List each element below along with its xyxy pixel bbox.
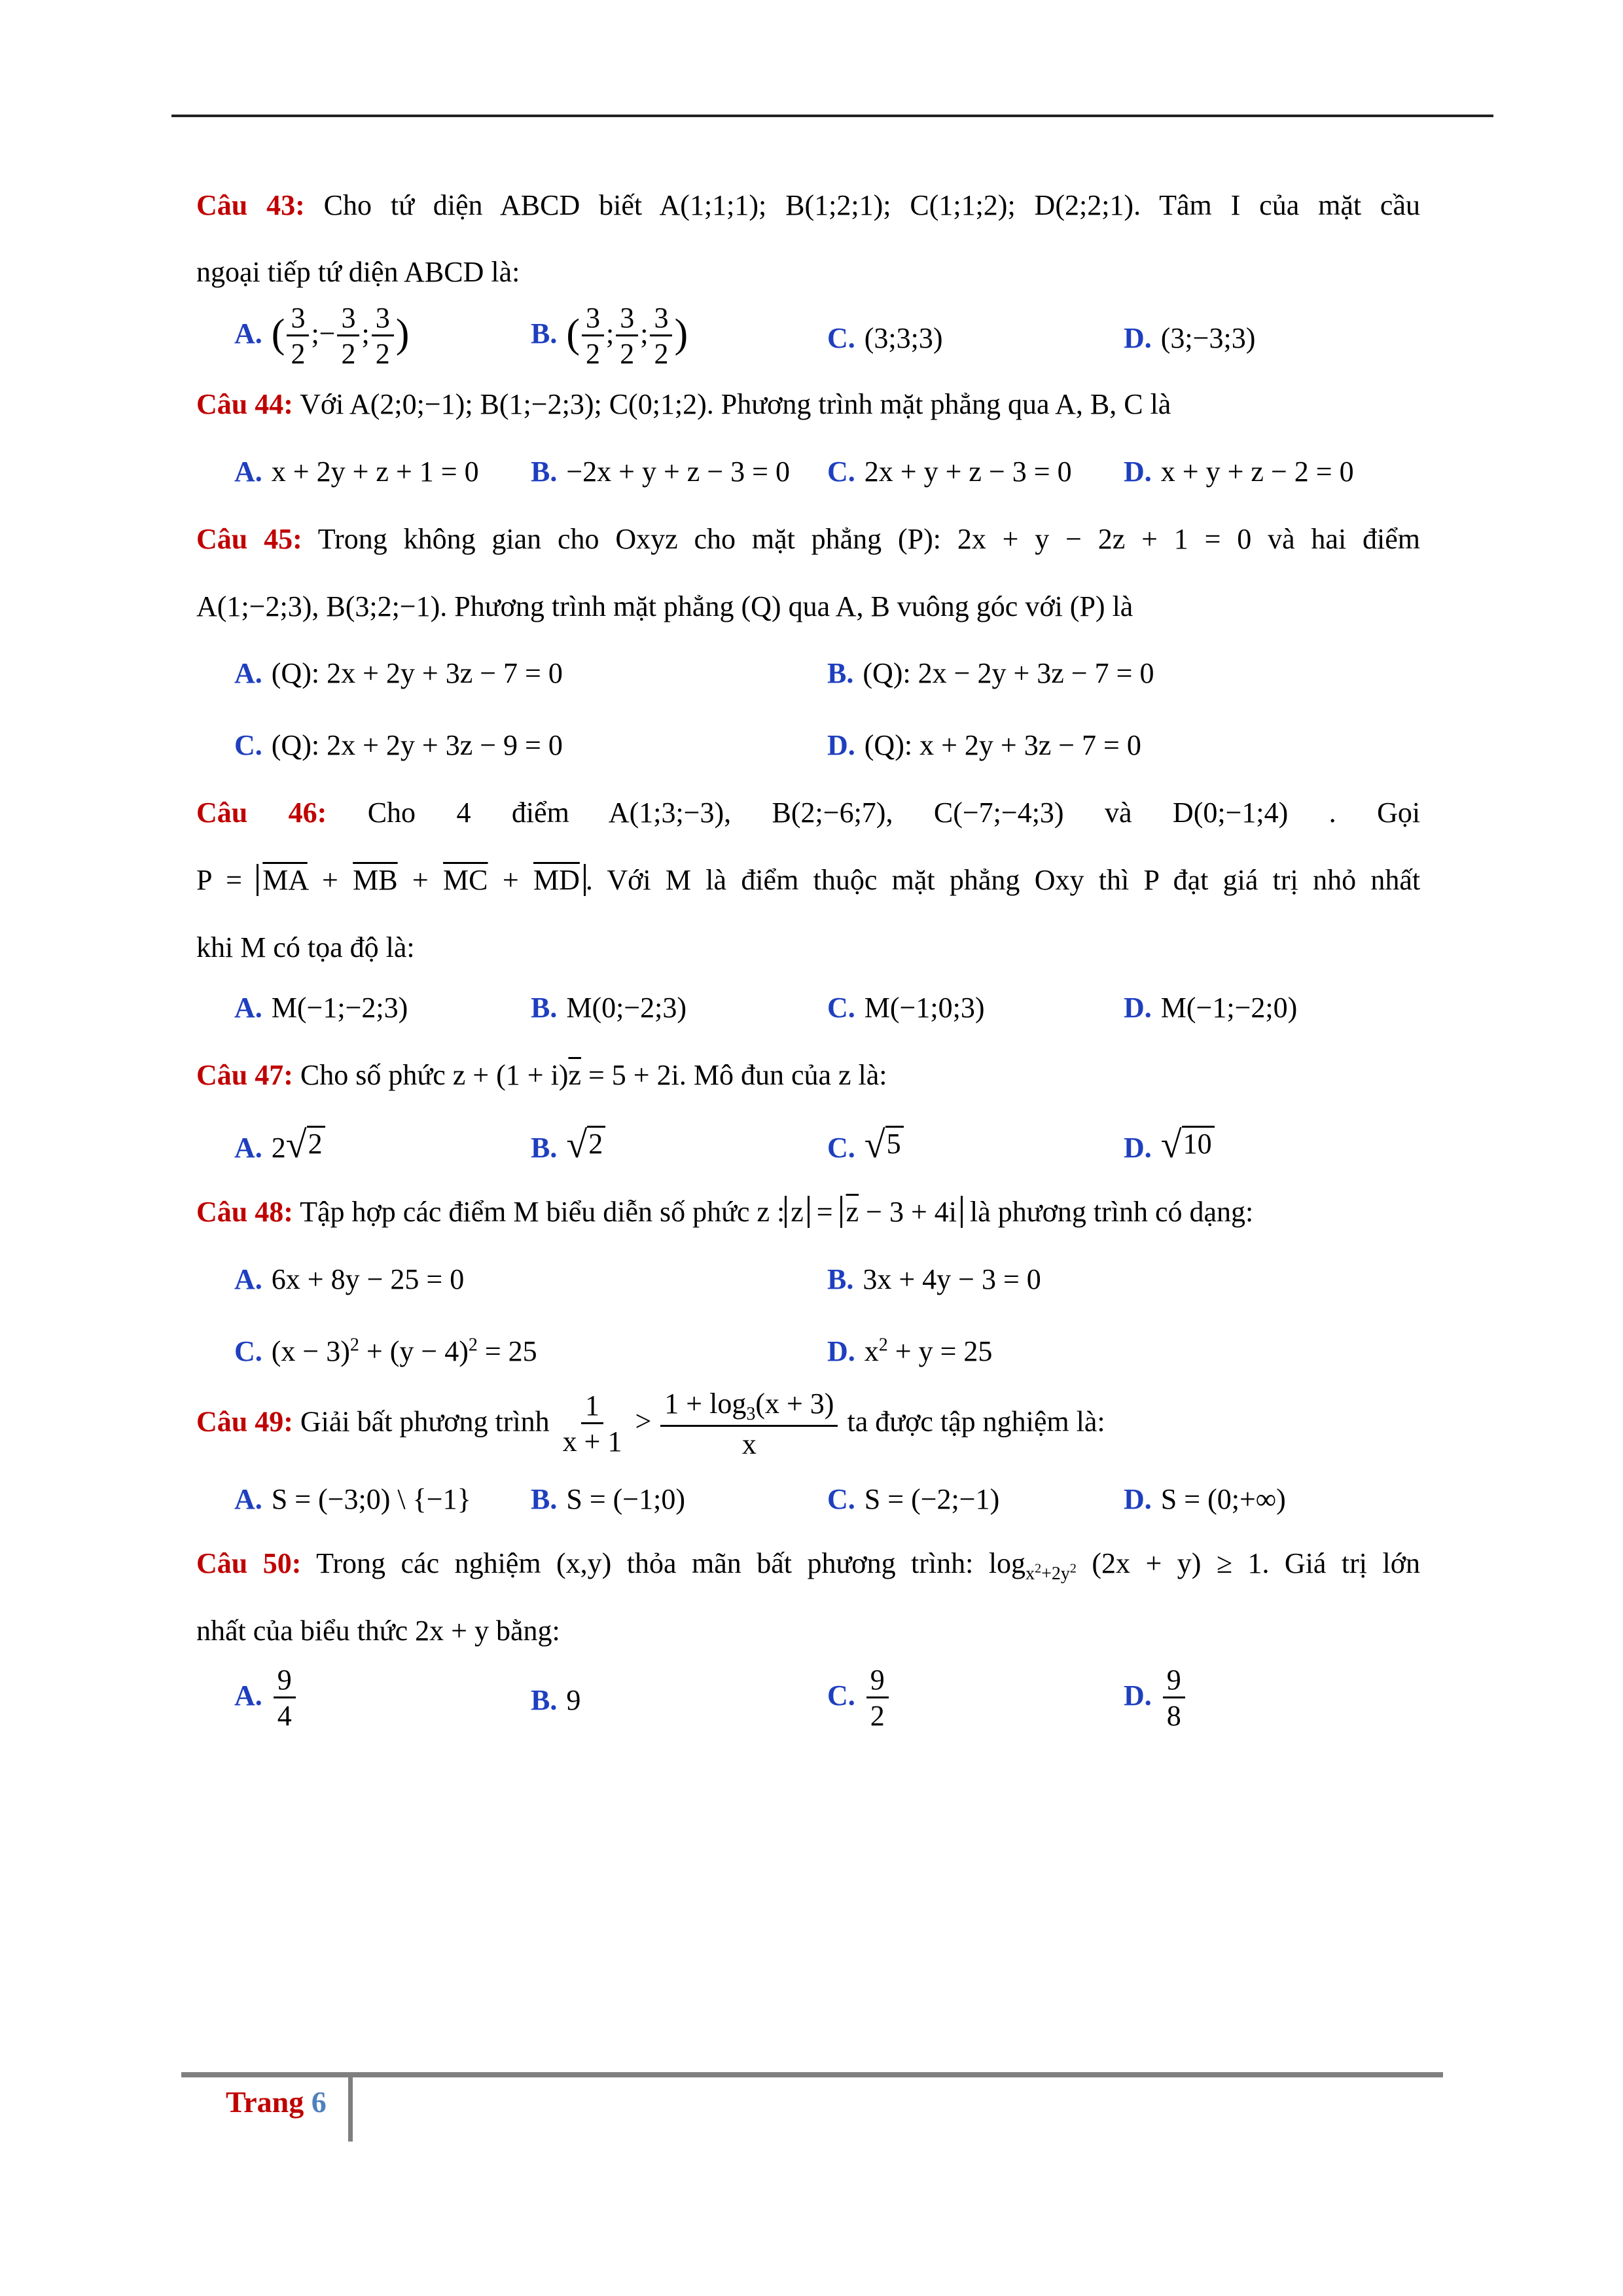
option-c[interactable]: C. S = (−2;−1) [827, 1483, 1000, 1516]
question-47-line-1: Câu 47: Cho số phức $z + (1 + i)\overline{z} = 5 + 2i$. Mô đun của z là: [196, 1059, 887, 1092]
fraction: $\frac{3}{2}$ [616, 303, 638, 369]
fraction: $\frac{1 + \log_3(x + 3)}{x}$ [660, 1389, 838, 1460]
question-44-options [234, 455, 1420, 490]
fraction: $\frac{3}{2}$ [582, 303, 604, 369]
page-footer [226, 2085, 327, 2119]
fraction: $\frac{3}{2}$ [337, 303, 359, 369]
question-48-options-row-1 [234, 1263, 1420, 1297]
square-root: √ 5 [865, 1126, 904, 1164]
square-root: √ 2 [286, 1126, 325, 1164]
option-b[interactable]: B. ( $\frac{3}{2}$ ; $\frac{3}{2}$ ; $\frac{3}{2}$ ) [531, 301, 688, 370]
fraction: $\frac{9}{4}$ [274, 1665, 296, 1731]
option-a[interactable]: A. x + 2y + z + 1 = 0 [234, 455, 479, 488]
question-46-line-3: khi M có tọa độ là: [196, 931, 415, 963]
inequality: $\frac{1}{x + 1}$ > $\frac{1 + \log_3(x + 3)}{x}$ [557, 1405, 840, 1437]
square-root: √ 10 [1161, 1126, 1215, 1164]
question-45-options-row-1 [234, 656, 1420, 691]
question-44-line-1: Câu 44: Với A(2;0;−1); B(1;−2;3); C(0;1;2). Phương trình mặt phẳng qua A, B, C là [196, 388, 1171, 421]
question-43-points: A(1;1;1); B(1;2;1); C(1;1;2); D(2;2;1) [659, 189, 1134, 221]
question-50 [196, 1547, 1420, 1732]
option-c[interactable]: C. 2x + y + z − 3 = 0 [827, 455, 1072, 488]
square-root: √ 2 [566, 1126, 605, 1164]
footer-separator [348, 2076, 353, 2142]
option-b[interactable]: B. (Q): 2x − 2y + 3z − 7 = 0 [827, 657, 1154, 690]
question-46-options [234, 991, 1420, 1026]
option-a[interactable]: A. (Q): 2x + 2y + 3z − 7 = 0 [234, 657, 563, 690]
question-46-line-1: Câu 46: Cho 4 điểm A(1;3;−3), B(2;−6;7), C(−7;−4;3) và D(0;−1;4) . Gọi [196, 796, 1421, 829]
fraction: $\frac{3}{2}$ [287, 303, 309, 369]
p-definition: $P = \overline{MA} + \overline{MB} + \overline{MC} + \overline{MD}$ [196, 864, 586, 896]
question-50-line-2: nhất của biểu thức 2x + y bằng: [196, 1615, 560, 1647]
question-47 [196, 1058, 1420, 1166]
option-d[interactable]: D. (Q): x + 2y + 3z − 7 = 0 [827, 729, 1141, 762]
option-d[interactable]: D. (3;−3;3) [1124, 321, 1256, 354]
question-48 [196, 1195, 1420, 1369]
fraction: $\frac{3}{2}$ [372, 303, 394, 369]
option-b[interactable]: B. 9 [531, 1684, 581, 1717]
option-b[interactable]: B. 3x + 4y − 3 = 0 [827, 1263, 1041, 1295]
option-d[interactable]: D. S = (0;+∞) [1124, 1483, 1286, 1516]
option-c[interactable]: C. M(−1;0;3) [827, 992, 985, 1024]
option-d[interactable]: D. $x^2 + y = 25$ [827, 1335, 993, 1367]
question-48-line-1: Câu 48: Tập hợp các điểm M biểu diễn số phức z : $z = \overline{z} - 3 + 4i$ là phương trình có dạng: [196, 1195, 1254, 1228]
fraction: $\frac{9}{2}$ [866, 1665, 889, 1731]
question-43-options [234, 303, 1420, 369]
question-45-line-2: A(1;−2;3), B(3;2;−1). Phương trình mặt phẳng (Q) qua A, B vuông góc với (P) là [196, 590, 1133, 622]
option-d[interactable]: D. M(−1;−2;0) [1124, 992, 1298, 1024]
log-inequality: $\log_{x^2+2y^2} (2x + y) \ge 1$ [988, 1547, 1262, 1584]
option-d[interactable]: D. x + y + z − 2 = 0 [1124, 455, 1354, 488]
question-43-line-1: Câu 43: Cho tứ diện ABCD biết A(1;1;1); B(1;2;1); C(1;1;2); D(2;2;1). Tâm I của mặt cầu [196, 189, 1420, 221]
fraction: $\frac{1}{x + 1}$ [562, 1390, 622, 1458]
header-rule [171, 115, 1493, 117]
question-49 [196, 1389, 1420, 1517]
question-46 [196, 796, 1420, 1026]
question-45 [196, 522, 1420, 763]
question-43 [196, 188, 1420, 369]
question-45-options-row-2 [234, 728, 1420, 763]
locus-condition: z : $z = \overline{z} - 3 + 4i$ [757, 1196, 963, 1228]
option-c[interactable]: C. $\frac{9}{2}$ [827, 1665, 1124, 1731]
option-a[interactable]: A. ( $\frac{3}{2}$ ;− $\frac{3}{2}$ ; $\frac{3}{2}$ ) [234, 301, 410, 370]
page-label: Trang [226, 2085, 304, 2119]
fraction: $\frac{3}{2}$ [650, 303, 672, 369]
option-b[interactable]: B. M(0;−2;3) [531, 992, 687, 1024]
complex-equation: $z + (1 + i)\overline{z} = 5 + 2i$ [452, 1059, 679, 1092]
question-45-line-1: Câu 45: Trong không gian cho Oxyz cho mặt phẳng (P): 2x + y − 2z + 1 = 0 và hai điểm [196, 522, 1420, 555]
question-50-options [234, 1665, 1420, 1731]
question-44 [196, 387, 1420, 490]
option-c[interactable]: C. (3;3;3) [827, 321, 943, 354]
option-b[interactable]: B. S = (−1;0) [531, 1483, 685, 1516]
option-a[interactable]: A. 2 √ 2 [234, 1126, 531, 1166]
option-c[interactable]: C. $(x - 3)^2 + (y - 4)^2 = 25$ [234, 1335, 537, 1367]
option-a[interactable]: A. $\frac{9}{4}$ [234, 1665, 531, 1731]
page-content [196, 188, 1420, 1732]
option-b[interactable]: B. −2x + y + z − 3 = 0 [531, 455, 790, 488]
option-d[interactable]: D. √ 10 [1124, 1126, 1420, 1166]
footer-rule [181, 2072, 1443, 2077]
question-47-options [234, 1122, 1420, 1166]
fraction: $\frac{9}{8}$ [1163, 1665, 1185, 1731]
option-a[interactable]: A. M(−1;−2;3) [234, 992, 408, 1024]
option-a[interactable]: A. S = (−3;0) \ {−1} [234, 1483, 471, 1516]
question-46-line-2: $P = \overline{MA} + \overline{MB} + \overline{MC} + \overline{MD}$ . Với M là điểm thuộc mặt phẳng Oxy thì P đạt giá trị nhỏ nhất [196, 863, 1421, 896]
question-50-line-1: Câu 50: Trong các nghiệm (x,y) thỏa mãn bất phương trình: $\log_{x^2+2y^2} (2x + y) \ge 1$. Giá trị lớn [196, 1547, 1420, 1584]
option-c[interactable]: C. √ 5 [827, 1126, 1124, 1166]
question-49-line-1: Câu 49: Giải bất phương trình $\frac{1}{x + 1}$ > $\frac{1 + \log_3(x + 3)}{x}$ ta được tập nghiệm là: [196, 1387, 1105, 1460]
question-43-line-2: ngoại tiếp tứ diện ABCD là: [196, 256, 520, 288]
question-49-options [234, 1482, 1420, 1517]
option-c[interactable]: C. (Q): 2x + 2y + 3z − 9 = 0 [234, 729, 563, 762]
option-b[interactable]: B. √ 2 [531, 1126, 827, 1166]
question-48-options-row-2 [234, 1334, 1420, 1369]
option-a[interactable]: A. 6x + 8y − 25 = 0 [234, 1263, 465, 1295]
page-number: 6 [311, 2085, 327, 2119]
option-d[interactable]: D. $\frac{9}{8}$ [1124, 1665, 1420, 1731]
